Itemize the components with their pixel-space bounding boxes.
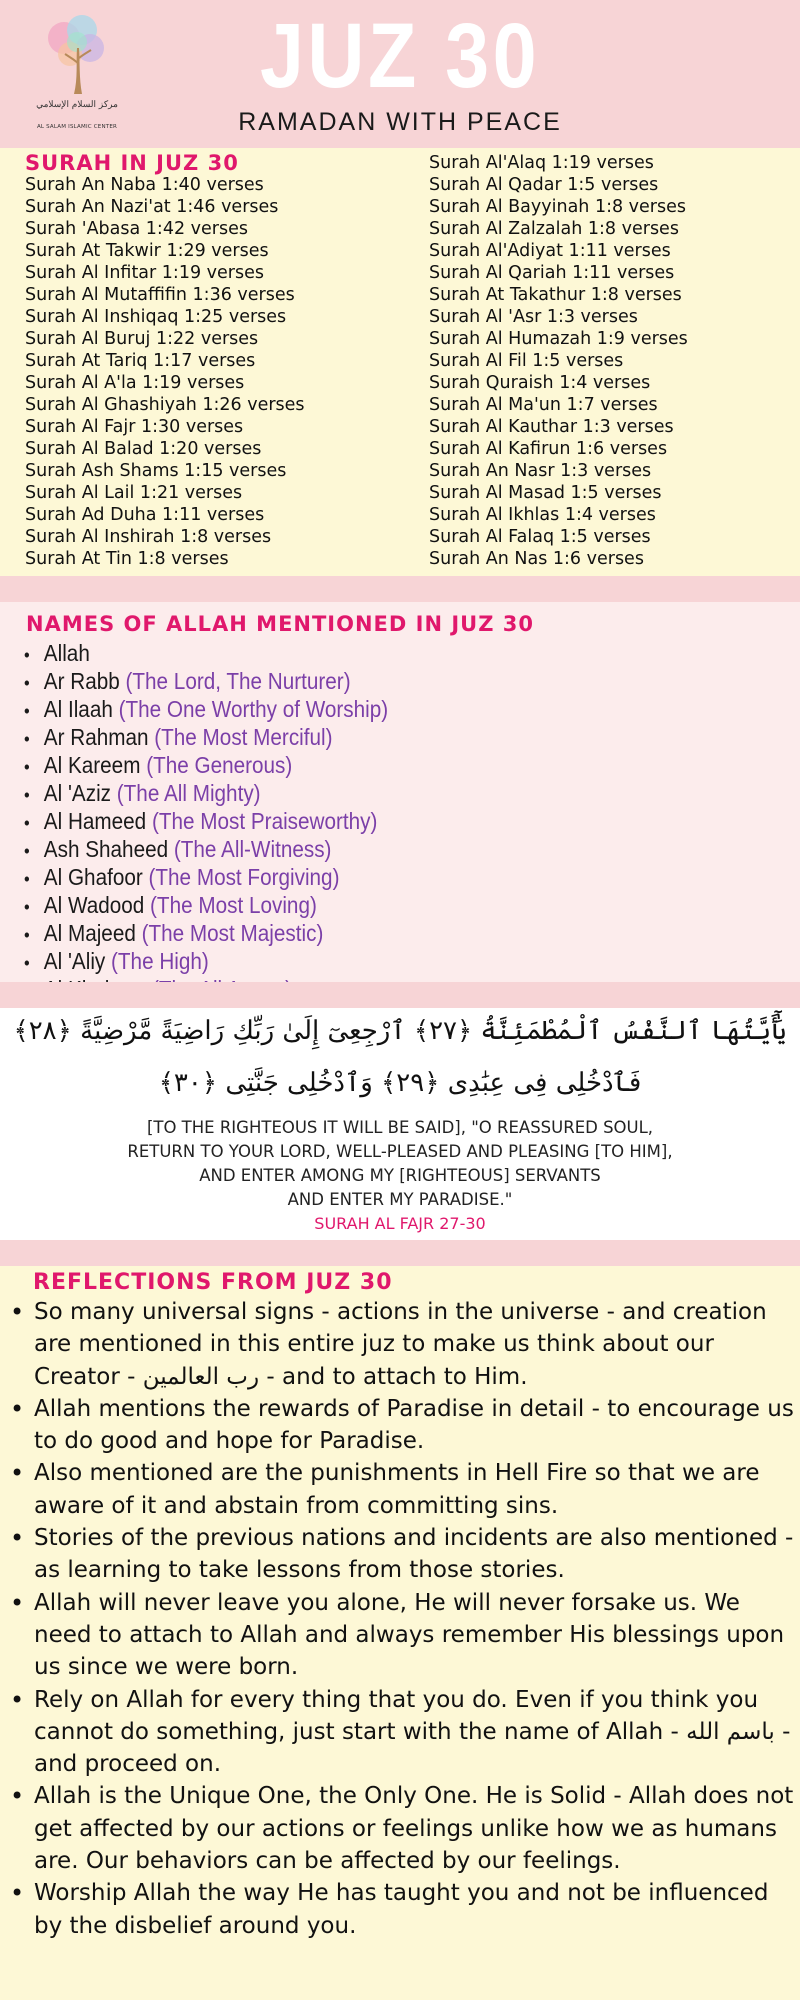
surah-item: Surah Al'Adiyat 1:11 verses	[429, 241, 671, 261]
name-of-allah: Al Majeed	[43, 920, 136, 946]
surah-item: Surah Al Zalzalah 1:8 verses	[429, 219, 679, 239]
surah-section-heading: SURAH IN JUZ 30	[25, 151, 239, 175]
name-meaning: (The Lord, The Nurturer)	[125, 668, 351, 694]
list-item: • Al Hameed (The Most Praiseworthy)	[24, 808, 378, 834]
list-item: • Al Ghafoor (The Most Forgiving)	[24, 864, 340, 890]
list-item: • Al Majeed (The Most Majestic)	[24, 920, 324, 946]
name-of-allah: Al 'Aliy	[43, 948, 106, 974]
name-of-allah: Al 'Aziz	[43, 780, 112, 806]
name-meaning: (The Most Forgiving)	[148, 864, 340, 890]
reflections-list	[8, 1296, 798, 1942]
surah-item: Surah An Naba 1:40 verses	[25, 175, 264, 195]
surah-item: Surah Quraish 1:4 verses	[429, 373, 651, 393]
name-of-allah: Al Ghafoor	[43, 864, 143, 890]
list-item: • Al Kareem (The Generous)	[24, 752, 293, 778]
surah-item: Surah Al Kauthar 1:3 verses	[429, 417, 674, 437]
surah-item: Surah Ad Duha 1:11 verses	[25, 505, 265, 525]
divider-band	[0, 1240, 800, 1266]
surah-item: Surah Al Falaq 1:5 verses	[429, 527, 651, 547]
quran-quote-section	[0, 1008, 800, 1240]
surah-column-right	[429, 152, 688, 570]
surah-item: Surah Al Bayyinah 1:8 verses	[429, 197, 686, 217]
surah-item: Surah Al Infitar 1:19 verses	[25, 263, 264, 283]
surah-item: Surah Al Ma'un 1:7 verses	[429, 395, 658, 415]
surah-section	[0, 148, 800, 576]
name-of-allah: Allah	[43, 640, 90, 666]
surah-item: Surah Al Fajr 1:30 verses	[25, 417, 244, 437]
surah-item: Surah An Nazi'at 1:46 verses	[25, 197, 279, 217]
page-title: JUZ 30	[259, 5, 541, 107]
surah-item: Surah Al Masad 1:5 verses	[429, 483, 662, 503]
list-item: • Al 'Aliy (The High)	[24, 948, 209, 974]
reflection-item: • Allah is the Unique One, the Only One. He is Solid - Allah does not get affected by our actions or feelings unlike how we as humans are. Our behaviors can be affected by our feelings.	[8, 1780, 798, 1877]
name-meaning: (The High)	[111, 948, 209, 974]
surah-item: Surah Al Humazah 1:9 verses	[429, 329, 688, 349]
list-item: • Al Wadood (The Most Loving)	[24, 892, 317, 918]
surah-item: Surah Al Inshiqaq 1:25 verses	[25, 307, 287, 327]
reflection-item: • Stories of the previous nations and incidents are also mentioned - as learning to take lessons from those stories.	[8, 1522, 798, 1587]
surah-item: Surah Al Kafirun 1:6 verses	[429, 439, 668, 459]
translation-line: [TO THE RIGHTEOUS IT WILL BE SAID], "O REASSURED SOUL,	[146, 1118, 654, 1137]
surah-item: Surah At Takathur 1:8 verses	[429, 285, 682, 305]
surah-item: Surah An Nasr 1:3 verses	[429, 461, 652, 481]
reflection-item: • Worship Allah the way He has taught you and not be influenced by the disbelief around you.	[8, 1877, 798, 1942]
arabic-verse-line: يَٰٓأَيَّتُهَا ٱلنَّفْسُ ٱلْمُطْمَئِنَّةُ ﴿٢٧﴾ ٱرْجِعِىٓ إِلَىٰ رَبِّكِ رَاضِيَةً مَّرْضِيَّةً ﴿٢٨﴾	[13, 1016, 787, 1046]
logo-arabic-text: مركز السلام الإسلامي	[36, 100, 118, 110]
name-of-allah: Ar Rahman	[43, 724, 149, 750]
surah-item: Surah At Takwir 1:29 verses	[25, 241, 269, 261]
surah-item: Surah Al Lail 1:21 verses	[25, 483, 243, 503]
name-meaning: (The Most Merciful)	[154, 724, 333, 750]
name-of-allah: Al Wadood	[43, 892, 145, 918]
arabic-verse-line: فَٱدْخُلِى فِى عِبَٰدِى ﴿٢٩﴾ وَٱدْخُلِى جَنَّتِى ﴿٣٠﴾	[158, 1068, 642, 1098]
name-of-allah: Ash Shaheed	[43, 836, 169, 862]
surah-item: Surah At Tariq 1:17 verses	[25, 351, 256, 371]
reflection-item: • Also mentioned are the punishments in Hell Fire so that we are aware of it and abstain from committing sins.	[8, 1457, 798, 1522]
name-of-allah: Al Ilaah	[43, 696, 113, 722]
name-of-allah: Al Hameed	[43, 808, 147, 834]
name-meaning: (The Generous)	[146, 752, 293, 778]
reflections-heading: REFLECTIONS FROM JUZ 30	[33, 1270, 393, 1295]
surah-column-left	[25, 152, 305, 570]
list-item: • Allah	[24, 640, 90, 666]
reflection-item: • Allah will never leave you alone, He will never forsake us. We need to attach to Allah and always remember His blessings upon us since we were born.	[8, 1587, 798, 1684]
translation-line: AND ENTER MY PARADISE."	[287, 1190, 513, 1209]
names-section	[0, 602, 800, 982]
name-meaning: (The All Mighty)	[116, 780, 261, 806]
name-meaning: (The All-Witness)	[173, 836, 332, 862]
reflection-item: • Allah mentions the rewards of Paradise in detail - to encourage us to do good and hope for Paradise.	[8, 1393, 798, 1458]
names-list	[24, 640, 429, 1004]
verse-translation	[0, 1116, 800, 1212]
logo-english-text: AL SALAM ISLAMIC CENTER	[36, 124, 118, 130]
surah-item: Surah Al Fil 1:5 verses	[429, 351, 624, 371]
verse-reference: SURAH AL FAJR 27-30	[314, 1214, 486, 1233]
name-of-allah: Ar Rabb	[43, 668, 120, 694]
surah-item: Surah Al Mutaffifin 1:36 verses	[25, 285, 295, 305]
name-of-allah: Al Kareem	[43, 752, 141, 778]
surah-item: Surah Al A'la 1:19 verses	[25, 373, 245, 393]
name-meaning: (The Most Majestic)	[141, 920, 324, 946]
surah-item: Surah Al 'Asr 1:3 verses	[429, 307, 638, 327]
names-section-heading: NAMES OF ALLAH MENTIONED IN JUZ 30	[26, 612, 534, 636]
reflection-item: • Rely on Allah for every thing that you do. Even if you think you cannot do something, just start with the name of Allah - باسم الله - and proceed on.	[8, 1684, 798, 1781]
surah-item: Surah Al Qadar 1:5 verses	[429, 175, 659, 195]
surah-item: Surah Al'Alaq 1:19 verses	[429, 153, 654, 173]
surah-item: Surah Ash Shams 1:15 verses	[25, 461, 287, 481]
surah-item: Surah Al Ghashiyah 1:26 verses	[25, 395, 305, 415]
surah-item: Surah Al Buruj 1:22 verses	[25, 329, 259, 349]
list-item: • Ar Rahman (The Most Merciful)	[24, 724, 333, 750]
surah-item: Surah Al Ikhlas 1:4 verses	[429, 505, 656, 525]
name-meaning: (The One Worthy of Worship)	[118, 696, 389, 722]
list-item: • Al Ilaah (The One Worthy of Worship)	[24, 696, 389, 722]
surah-item: Surah Al Balad 1:20 verses	[25, 439, 262, 459]
surah-item: Surah Al Qariah 1:11 verses	[429, 263, 675, 283]
surah-item: Surah Al Inshirah 1:8 verses	[25, 527, 272, 547]
reflection-item: • So many universal signs - actions in the universe - and creation are mentioned in this entire juz to make us think about our Creator - رب العالمين - and to attach to Him.	[8, 1296, 798, 1393]
list-item: • Ash Shaheed (The All-Witness)	[24, 836, 332, 862]
list-item: • Al 'Aziz (The All Mighty)	[24, 780, 261, 806]
name-meaning: (The Most Praiseworthy)	[151, 808, 378, 834]
name-meaning: (The Most Loving)	[150, 892, 317, 918]
surah-item: Surah An Nas 1:6 verses	[429, 549, 644, 569]
reflections-section	[0, 1266, 800, 2000]
surah-item: Surah 'Abasa 1:42 verses	[25, 219, 248, 239]
translation-line: AND ENTER AMONG MY [RIGHTEOUS] SERVANTS	[199, 1166, 601, 1185]
divider-band	[0, 982, 800, 1008]
translation-line: RETURN TO YOUR LORD, WELL-PLEASED AND PLEASING [TO HIM],	[127, 1142, 673, 1161]
surah-item: Surah At Tin 1:8 verses	[25, 549, 229, 569]
list-item: • Ar Rabb (The Lord, The Nurturer)	[24, 668, 351, 694]
header-banner	[0, 0, 800, 148]
page-subtitle: RAMADAN WITH PEACE	[238, 108, 562, 136]
divider-band	[0, 576, 800, 602]
